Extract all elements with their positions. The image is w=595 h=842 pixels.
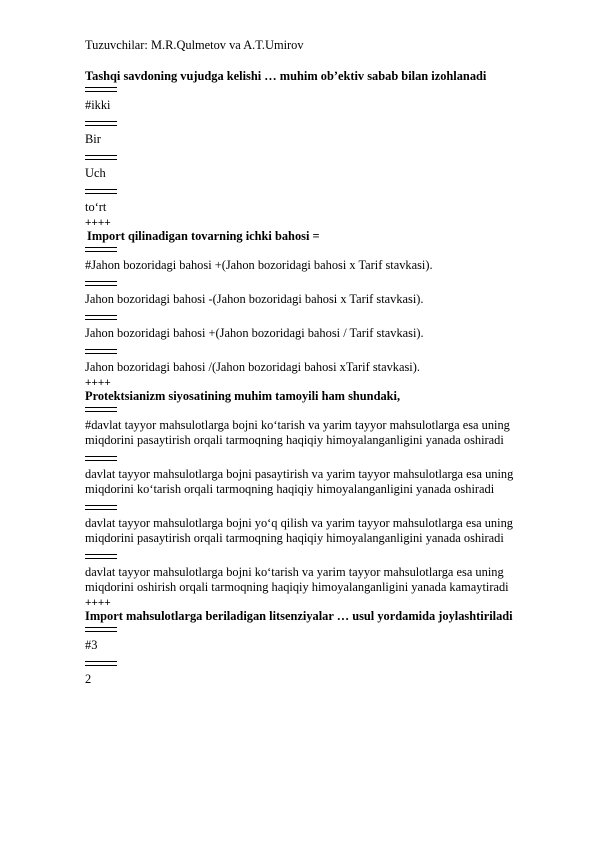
option-separator [85, 456, 117, 461]
document-page [85, 38, 555, 689]
option-item: davlat tayyor mahsulotlarga bojni pasaytirish va yarim tayyor mahsulotlarga esa uning miqdorini ko‘tarish orqali tarmoqning haqiqiy himoyalanganligini yanada oshiradi [85, 467, 514, 496]
option-separator [85, 349, 117, 354]
option-separator [85, 315, 117, 320]
option-separator [85, 281, 117, 286]
option-separator [85, 627, 117, 632]
option-separator [85, 554, 117, 559]
option-separator [85, 247, 117, 252]
option-item: #3 [85, 638, 98, 652]
option-item: Jahon bozoridagi bahosi +(Jahon bozoridagi bahosi / Tarif stavkasi). [85, 326, 424, 340]
question-3 [85, 389, 555, 609]
option-item: #ikki [85, 98, 111, 112]
option-separator [85, 661, 117, 666]
question-end-marker: ++++ [85, 217, 111, 229]
option-item: davlat tayyor mahsulotlarga bojni ko‘tarish va yarim tayyor mahsulotlarga esa uning miqdorini oshirish orqali tarmoqning haqiqiy himoyalanganligini yanada kamaytiradi [85, 565, 509, 594]
question-end-marker: ++++ [85, 377, 111, 389]
option-item: Uch [85, 166, 106, 180]
option-item: 2 [85, 672, 92, 686]
question-text: Protektsianizm siyosatining muhim tamoyili ham shundaki, [85, 389, 401, 403]
question-1 [85, 69, 555, 229]
option-separator [85, 121, 117, 126]
question-4 [85, 609, 555, 687]
question-text: Import mahsulotlarga beriladigan litsenziyalar … usul yordamida joylashtiriladi [85, 609, 513, 623]
option-item: to‘rt [85, 200, 107, 214]
option-separator [85, 155, 117, 160]
question-text: Tashqi savdoning vujudga kelishi … muhim ob’ektiv sabab bilan izohlanadi [85, 69, 487, 83]
option-separator [85, 87, 117, 92]
question-2 [85, 229, 555, 389]
option-item: Jahon bozoridagi bahosi -(Jahon bozoridagi bahosi x Tarif stavkasi). [85, 292, 424, 306]
option-item: Jahon bozoridagi bahosi /(Jahon bozoridagi bahosi xTarif stavkasi). [85, 360, 420, 374]
option-item: #Jahon bozoridagi bahosi +(Jahon bozoridagi bahosi x Tarif stavkasi). [85, 258, 433, 272]
option-separator [85, 505, 117, 510]
option-item: davlat tayyor mahsulotlarga bojni yo‘q qilish va yarim tayyor mahsulotlarga esa uning miqdorini pasaytirish orqali tarmoqning haqiqiy himoyalanganligini yanada oshiradi [85, 516, 513, 545]
option-item: Bir [85, 132, 101, 146]
option-separator [85, 189, 117, 194]
option-separator [85, 407, 117, 412]
option-item: #davlat tayyor mahsulotlarga bojni ko‘tarish va yarim tayyor mahsulotlarga esa uning miqdorini pasaytirish orqali tarmoqning haqiqiy himoyalanganligini yanada oshiradi [85, 418, 510, 447]
question-text: Import qilinadigan tovarning ichki bahosi = [87, 229, 320, 243]
author-line: Tuzuvchilar: M.R.Qulmetov va A.T.Umirov [85, 38, 304, 52]
question-end-marker: ++++ [85, 597, 111, 609]
